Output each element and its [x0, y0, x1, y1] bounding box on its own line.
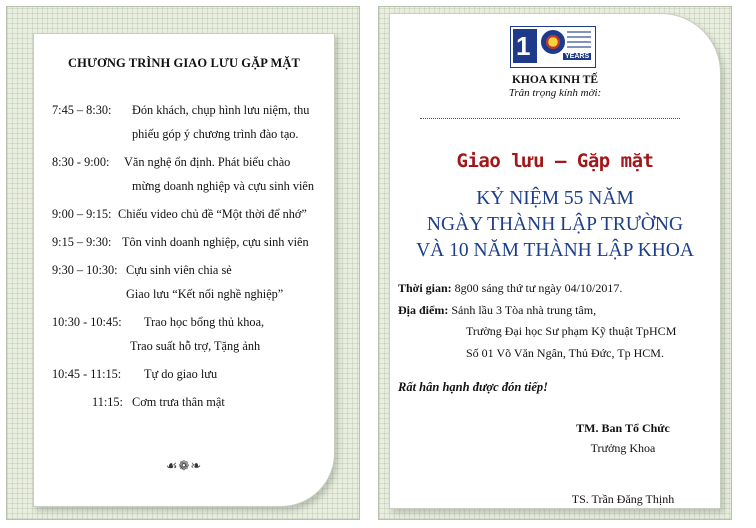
organizer-block: [558, 418, 688, 458]
event-subtitle: Giao lưu – Gặp mặt: [456, 150, 654, 172]
schedule-activity: Tự do giao lưu: [144, 367, 218, 381]
schedule-item-cont: [52, 282, 328, 306]
schedule-item-cont: [52, 122, 328, 146]
invitation-panel: [389, 13, 721, 509]
schedule-list: [52, 98, 328, 414]
schedule-activity: Tôn vinh doanh nghiệp, cựu sinh viên: [122, 235, 309, 249]
schedule-panel: [33, 33, 335, 507]
organizer-role: Trưởng Khoa: [590, 441, 656, 455]
place-line: Số 01 Võ Văn Ngân, Thủ Đức, Tp HCM.: [466, 345, 664, 360]
time-label: Thời gian:: [398, 281, 452, 295]
schedule-title: CHƯƠNG TRÌNH GIAO LƯU GẶP MẶT: [68, 56, 300, 70]
place-label: Địa điểm:: [398, 302, 449, 317]
guest-name-dotted-line: [420, 118, 680, 119]
schedule-activity: Trao suất hỗ trợ, Tặng ảnh: [130, 339, 261, 353]
invitation-card: [378, 6, 732, 520]
schedule-item: [52, 310, 328, 334]
schedule-item: [52, 230, 328, 254]
schedule-time: 10:45 - 11:15:: [52, 367, 122, 381]
schedule-card: [6, 6, 360, 520]
place-line: Sảnh lầu 3 Tòa nhà trung tâm,: [451, 302, 597, 317]
university-logo: [510, 26, 596, 68]
invite-line: Trân trọng kính mời:: [508, 87, 602, 99]
ornament-flourish: ☙❁❧: [165, 458, 203, 473]
signer-name: TS. Trần Đăng Thịnh: [571, 492, 675, 506]
schedule-item: [52, 362, 328, 386]
event-details: [398, 278, 676, 364]
schedule-activity: Chiếu video chủ đề “Một thời để nhớ”: [118, 207, 307, 221]
schedule-time: 7:45 – 8:30:: [52, 103, 112, 117]
faculty-name: KHOA KINH TẾ: [511, 74, 599, 86]
schedule-item: [52, 98, 328, 122]
schedule-item: [52, 202, 328, 226]
schedule-time: 11:15:: [92, 395, 123, 409]
place-row: [398, 300, 676, 322]
schedule-activity: Trao học bổng thủ khoa,: [144, 315, 265, 329]
schedule-time: 9:15 – 9:30:: [52, 235, 112, 249]
schedule-item: [52, 150, 328, 174]
organizer-title: TM. Ban Tổ Chức: [576, 421, 670, 435]
logo-digit: 1: [516, 31, 531, 61]
schedule-time: 9:30 – 10:30:: [52, 263, 118, 277]
time-row: [398, 278, 676, 300]
schedule-activity: Cơm trưa thân mật: [132, 395, 225, 409]
event-title-line: NGÀY THÀNH LẬP TRƯỜNG: [426, 214, 684, 235]
event-title-line: VÀ 10 NĂM THÀNH LẬP KHOA: [416, 240, 694, 261]
logo-text-lines: [567, 31, 591, 51]
event-title: [390, 186, 720, 264]
schedule-time: 10:30 - 10:45:: [52, 315, 122, 329]
schedule-item: [52, 258, 328, 282]
schedule-item-cont: [52, 174, 328, 198]
schedule-activity: phiếu góp ý chương trình đào tạo.: [132, 127, 299, 141]
schedule-item-cont: [52, 334, 328, 358]
schedule-item: [52, 390, 328, 414]
logo-years-badge: YEARS: [565, 53, 590, 60]
schedule-activity: Cựu sinh viên chia sẻ: [126, 263, 232, 277]
schedule-time: 9:00 – 9:15:: [52, 207, 112, 221]
schedule-activity: Giao lưu “Kết nối nghề nghiệp”: [126, 287, 284, 301]
place-line: Trường Đại học Sư phạm Kỹ thuật TpHCM: [466, 324, 677, 338]
welcome-text: Rất hân hạnh được đón tiếp!: [398, 380, 548, 394]
event-title-line: KỶ NIỆM 55 NĂM: [476, 188, 634, 209]
time-value: 8g00 sáng thứ tư ngày 04/10/2017.: [454, 281, 623, 295]
schedule-activity: mừng doanh nghiệp và cựu sinh viên: [132, 179, 315, 193]
emblem-icon: [541, 30, 565, 54]
schedule-activity: Văn nghệ ổn định. Phát biểu chào: [124, 155, 291, 169]
schedule-activity: Đón khách, chụp hình lưu niệm, thu: [132, 103, 310, 117]
schedule-time: 8:30 - 9:00:: [52, 155, 110, 169]
